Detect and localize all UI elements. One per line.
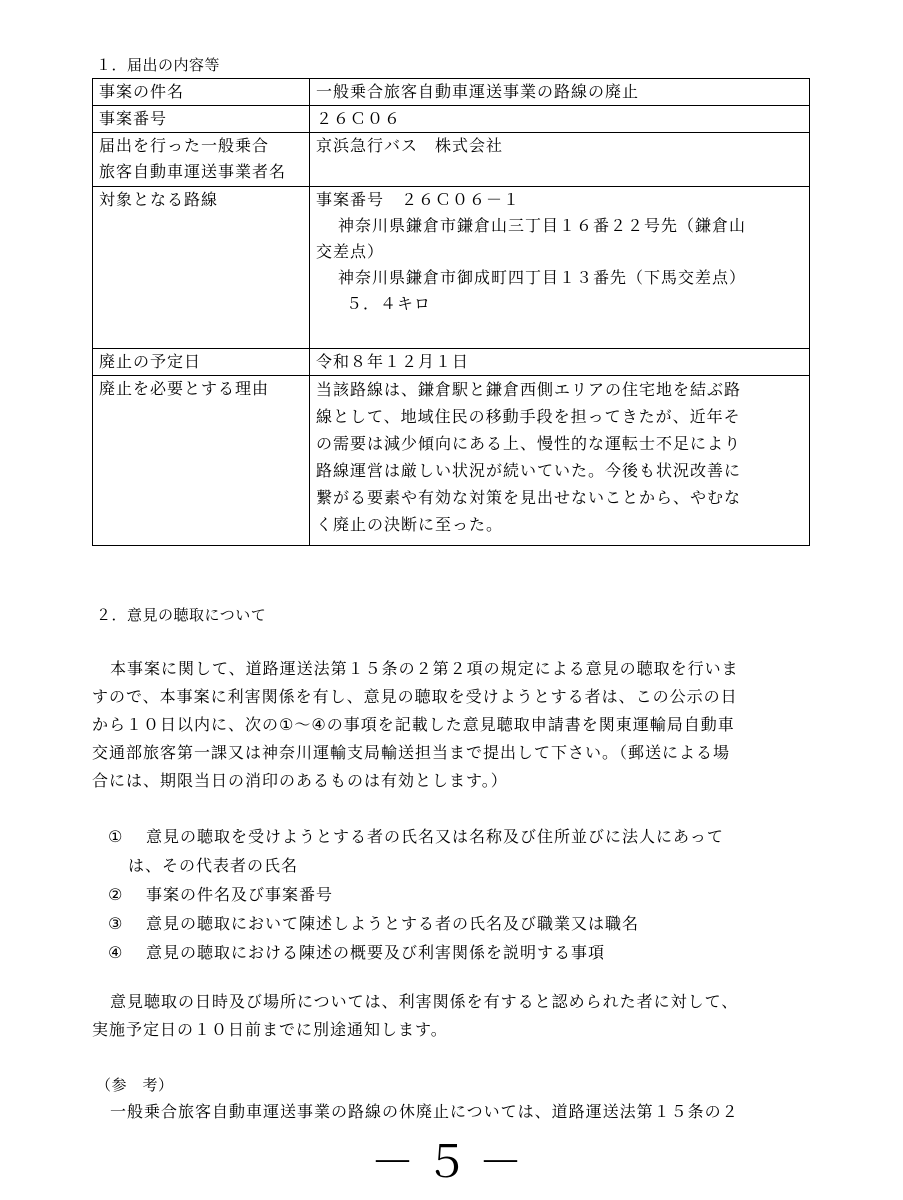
reason-line: く廃止の決断に至った。 — [316, 515, 504, 534]
notification-table — [92, 78, 810, 546]
item-number: ④ — [108, 943, 124, 962]
label-date: 廃止の予定日 — [93, 349, 310, 376]
label-operator — [93, 133, 310, 187]
section2-heading: ２．意見の聴取について — [96, 606, 267, 624]
label-subject: 事案の件名 — [93, 79, 310, 106]
reason-line: 線として、地域住民の移動手段を担ってきたが、近年そ — [316, 407, 741, 426]
list-item — [108, 909, 724, 938]
reason-line: の需要は減少傾向にある上、慢性的な運転士不足により — [316, 434, 742, 453]
paragraph-line: すので、本事案に利害関係を有し、意見の聴取を受けようとする者は、この公示の日 — [92, 687, 738, 706]
paragraph-line: から１０日以内に、次の①～④の事項を記載した意見聴取申請書を関東運輸局自動車 — [92, 715, 735, 734]
item-number: ① — [108, 827, 124, 846]
value-case-no: ２６Ｃ０６ — [310, 106, 810, 133]
label-operator-line: 旅客自動車運送事業者名 — [99, 162, 287, 181]
item-text-cont: は、その代表者の氏名 — [128, 856, 299, 875]
route-start-point-cont: 交差点） — [316, 242, 385, 261]
route-distance: ５．４キロ — [346, 294, 432, 313]
item-text: 意見の聴取における陳述の概要及び利害関係を説明する事項 — [146, 943, 606, 962]
section1-heading: １．届出の内容等 — [96, 56, 221, 74]
value-date: 令和８年１２月１日 — [310, 349, 810, 376]
list-item — [108, 822, 724, 880]
item-number: ③ — [108, 914, 124, 933]
list-item — [108, 938, 724, 967]
table-row-reason — [93, 376, 810, 546]
route-case-number: 事案番号 ２６Ｃ０６－１ — [316, 190, 521, 209]
table-row-route — [93, 187, 810, 349]
item-number: ② — [108, 885, 124, 904]
reason-line: 当該路線は、鎌倉駅と鎌倉西側エリアの住宅地を結ぶ路 — [316, 380, 742, 399]
paragraph-line: 本事案に関して、道路運送法第１５条の２第２項の規定による意見の聴取を行いま — [110, 659, 739, 678]
item-text: 意見の聴取において陳述しようとする者の氏名及び職業又は職名 — [146, 914, 640, 933]
table-row-subject — [93, 79, 810, 106]
notification-paragraph — [92, 988, 738, 1044]
reference-heading: （参 考） — [96, 1076, 174, 1094]
route-end-point: 神奈川県鎌倉市御成町四丁目１３番先（下馬交差点） — [338, 268, 747, 287]
label-route: 対象となる路線 — [93, 187, 310, 349]
value-reason — [310, 376, 810, 546]
paragraph-line: 合には、期限当日の消印のあるものは有効とします。） — [92, 771, 508, 790]
item-text: 事案の件名及び事案番号 — [146, 885, 334, 904]
required-items-list — [108, 822, 724, 967]
value-route — [310, 187, 810, 349]
reference-text: 一般乗合旅客自動車運送事業の路線の休廃止については、道路運送法第１５条の２ — [110, 1102, 739, 1121]
table-row-operator — [93, 133, 810, 187]
paragraph-line: 交通部旅客第一課又は神奈川運輸支局輸送担当まで提出して下さい。（郵送による場 — [92, 743, 731, 762]
list-item — [108, 880, 724, 909]
value-operator: 京浜急行バス 株式会社 — [310, 133, 810, 187]
reason-line: 路線運営は厳しい状況が続いていた。今後も状況改善に — [316, 461, 742, 480]
route-start-point: 神奈川県鎌倉市鎌倉山三丁目１６番２２号先（鎌倉山 — [338, 216, 747, 235]
hearing-paragraph — [92, 655, 739, 795]
item-text: 意見の聴取を受けようとする者の氏名又は名称及び住所並びに法人にあって — [146, 827, 724, 846]
paragraph-line: 意見聴取の日時及び場所については、利害関係を有すると認められた者に対して、 — [110, 992, 739, 1011]
page-number: －５－ — [370, 1137, 533, 1188]
label-case-no: 事案番号 — [93, 106, 310, 133]
table-row-date — [93, 349, 810, 376]
paragraph-line: 実施予定日の１０日前までに別途通知します。 — [92, 1020, 448, 1039]
table-row-case-no — [93, 106, 810, 133]
label-reason: 廃止を必要とする理由 — [93, 376, 310, 546]
label-operator-line: 届出を行った一般乗合 — [99, 136, 270, 155]
value-subject: 一般乗合旅客自動車運送事業の路線の廃止 — [310, 79, 810, 106]
reason-line: 繋がる要素や有効な対策を見出せないことから、やむな — [316, 488, 742, 507]
